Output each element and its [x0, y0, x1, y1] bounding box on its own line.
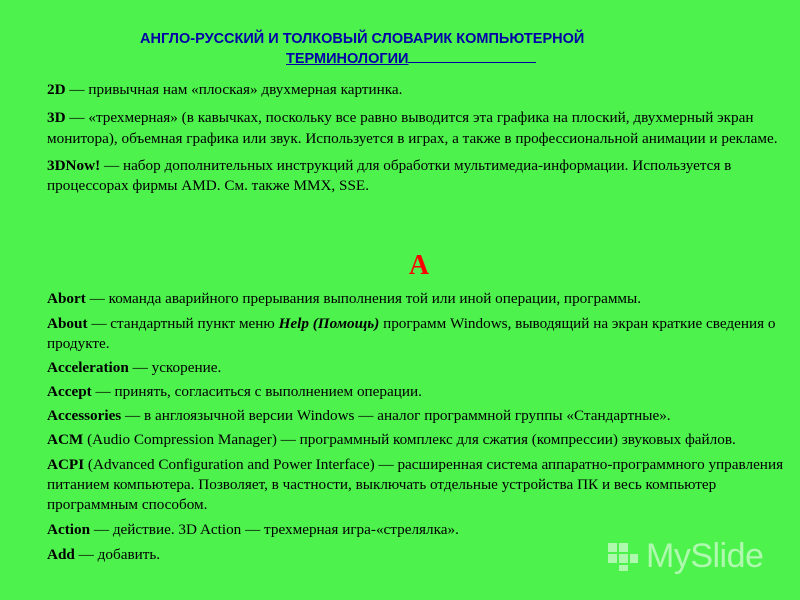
- section-letter-a: A: [408, 250, 430, 281]
- entry-2d: 2D — привычная нам «плоская» двухмерная картинка.: [47, 81, 403, 98]
- entry-abort: Abort — команда аварийного прерывания выполнения той или иной операции, программы.: [47, 290, 642, 307]
- title-underline-rule: [408, 49, 536, 63]
- watermark: [606, 532, 796, 580]
- title-line-1: АНГЛО-РУССКИЙ И ТОЛКОВЫЙ СЛОВАРИК КОМПЬЮТЕРНОЙ: [140, 31, 585, 47]
- title-line-2: [0, 49, 800, 69]
- entry-acceleration: Acceleration — ускорение.: [47, 359, 222, 376]
- entry-accessories: Accessories — в англоязычной версии Windows — аналог программной группы «Стандартные».: [47, 407, 671, 424]
- entry-acm: ACM (Audio Compression Manager) — программный комплекс для сжатия (компрессии) звуковых файлов.: [47, 431, 736, 448]
- entry-add: Add — добавить.: [47, 546, 161, 563]
- entry-3d: 3D — «трехмерная» (в кавычках, поскольку все равно выводится эта графика на плоский, двухмерный экран монитора), объемная графика или звук. Используется в играх, а также в профессиональной анимации и рекламе.: [47, 109, 778, 147]
- title-line-2-text: ТЕРМИНОЛОГИИ: [286, 51, 409, 67]
- entry-accept: Accept — принять, согласиться с выполнением операции.: [47, 383, 422, 400]
- entries-a: [47, 289, 787, 565]
- watermark-text: MySlide: [646, 536, 764, 575]
- slides-logo-icon: [606, 539, 640, 573]
- entry-3dnow: 3DNow! — набор дополнительных инструкций для обработки мультимедиа-информации. Используется в процессорах фирмы AMD. См. также MMX, SSE.: [47, 157, 732, 194]
- entry-action: Action — действие. 3D Action — трехмерная игра-«стрелялка».: [47, 521, 459, 538]
- entries-top: [47, 80, 787, 196]
- entry-acpi: ACPI (Advanced Configuration and Power Interface) — расширенная система аппаратно-программного управления питанием компьютера. Позволяет, в частности, выключать отдельные устройства ПК и весь компьютер программным способом.: [47, 456, 784, 513]
- dictionary-title: [0, 30, 800, 69]
- entry-about: About — стандартный пункт меню Help (Помощь) программ Windows, выводящий на экран краткие сведения о продукте.: [47, 315, 776, 352]
